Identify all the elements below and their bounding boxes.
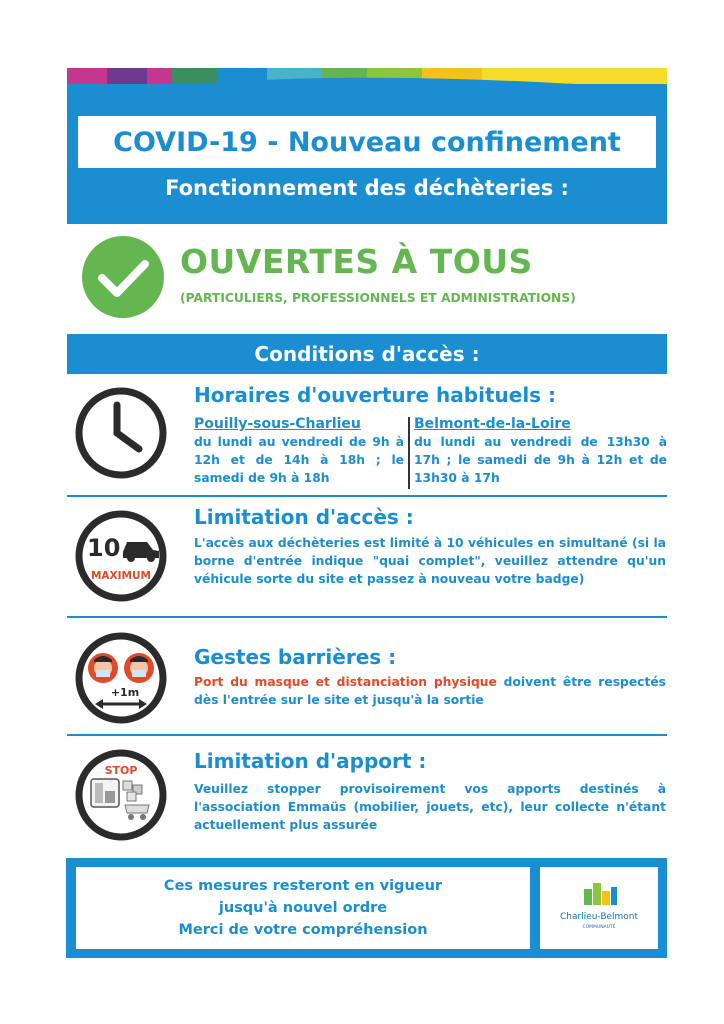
access-text: L'accès aux déchèteries est limité à 10 véhicules en simultané (si la borne d'entrée indique "quai complet", veuillez attendre qu'un véhicule sorte du site et passez à nouveau votre badge) — [194, 536, 666, 586]
logo-sub: COMMUNAUTÉ — [582, 925, 616, 930]
divider — [67, 616, 667, 618]
header-curve — [67, 72, 667, 102]
gestures-rest: doivent être respectés dès l'entrée sur le site et jusqu'à la sortie — [194, 675, 666, 707]
gestures-text — [194, 673, 666, 709]
checkmark-icon — [82, 236, 164, 318]
conditions-heading: Conditions d'accès : — [254, 342, 480, 366]
hours-right-name: Belmont-de-la-Loire — [414, 416, 571, 432]
divider — [67, 495, 667, 497]
vehicle-limit-icon — [73, 508, 169, 604]
column-divider — [408, 417, 410, 489]
page-subtitle: Fonctionnement des déchèteries : — [165, 176, 569, 200]
logo — [540, 867, 658, 949]
footer-line-3: Merci de votre compréhension — [178, 922, 428, 938]
apport-title: Limitation d'apport : — [194, 749, 427, 773]
apport-text: Veuillez stopper provisoirement vos apports destinés à l'association Emmaüs (mobilier, jouets, etc), leur collecte n'étant actuellement plus assurée — [194, 782, 666, 832]
divider — [67, 734, 667, 736]
vehicle-limit-number: 10 — [87, 534, 121, 562]
access-title: Limitation d'accès : — [194, 505, 414, 529]
conditions-band — [67, 334, 667, 374]
clock-icon — [73, 385, 169, 481]
vehicle-limit-label: MAXIMUM — [90, 570, 152, 582]
footer-line-2: jusqu'à nouvel ordre — [218, 900, 388, 916]
footer-message-box — [76, 867, 530, 949]
footer-line-1: Ces mesures resteront en vigueur — [163, 878, 443, 894]
gestures-title: Gestes barrières : — [194, 645, 397, 669]
logo-name: Charlieu-Belmont — [559, 912, 639, 922]
distance-label: +1m — [110, 686, 140, 699]
stop-donations-icon — [73, 747, 169, 843]
hours-title: Horaires d'ouverture habituels : — [194, 383, 557, 407]
hours-left-text: du lundi au vendredi de 9h à 12h et de 14h à 18h ; le samedi de 9h à 18h — [194, 435, 404, 485]
distancing-icon — [73, 630, 169, 726]
stop-label: STOP — [104, 764, 138, 777]
page-title: COVID-19 - Nouveau confinement — [113, 126, 621, 158]
hours-right-column — [414, 415, 667, 487]
hours-left-name: Pouilly-sous-Charlieu — [194, 416, 361, 432]
hours-left-column — [194, 415, 404, 487]
status-title: OUVERTES À TOUS — [180, 242, 533, 281]
title-box — [78, 116, 656, 168]
gestures-highlight: Port du masque et distanciation physique — [194, 675, 497, 689]
status-subtitle: (PARTICULIERS, PROFESSIONNELS ET ADMINISTRATIONS) — [180, 291, 576, 305]
hours-right-text: du lundi au vendredi de 13h30 à 17h ; le samedi de 9h à 12h et de 13h30 à 17h — [414, 435, 667, 485]
